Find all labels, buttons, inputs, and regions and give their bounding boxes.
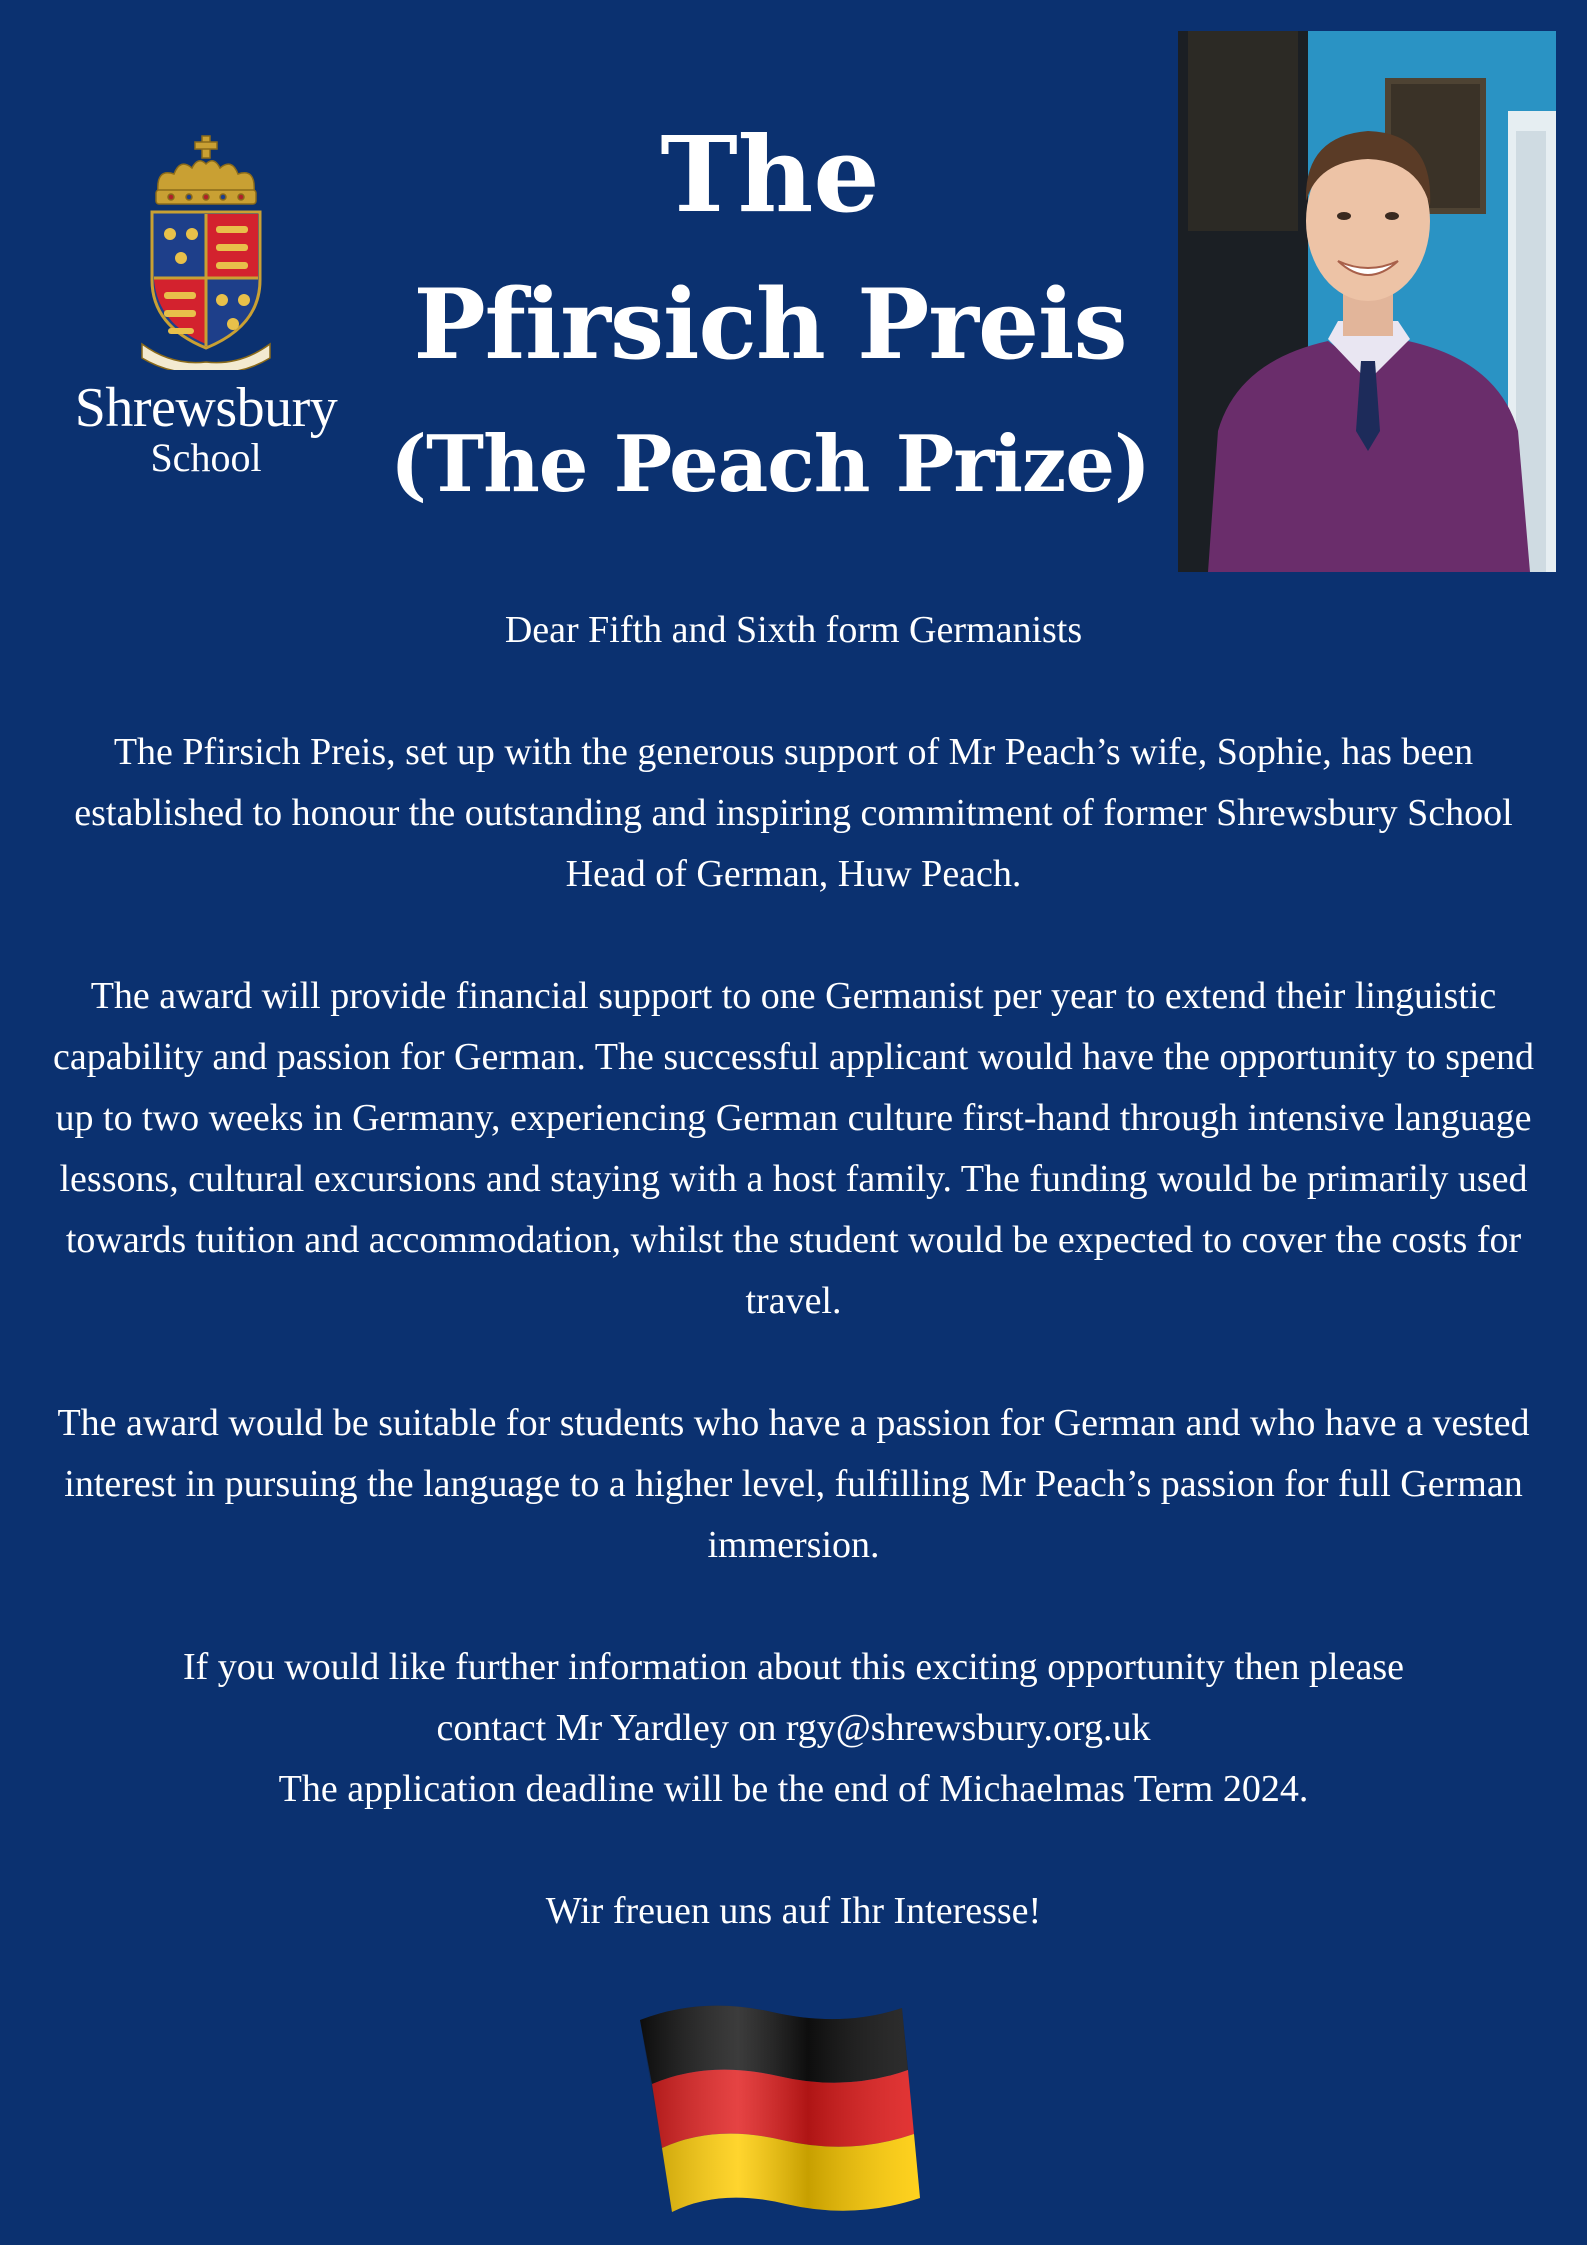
school-logo [60,130,352,478]
german-flag-icon [632,2000,928,2220]
paragraph-suitability: The award would be suitable for students who have a passion for German and who have a vested interest in pursuing the language to a higher level, fulfilling Mr Peach’s passion for full German immersion. [57,1402,1530,1566]
deadline-text: The application deadline will be the end of Michaelmas Term 2024. [278,1768,1309,1810]
title-line-3: (The Peach Prize) [390,419,1150,510]
school-name: Shrewsbury [74,377,338,439]
letter-body [50,600,1537,1942]
contact-line-1: If you would like further information about this exciting opportunity then please [182,1646,1404,1688]
portrait-photo [1178,31,1556,572]
paragraph-award: The award will provide financial support to one Germanist per year to extend their linguistic capability and passion for German. The successful applicant would have the opportunity to spend up to two weeks in Germany, experiencing German culture first-hand through intensive language lessons, cultural excursions and staying with a host family. The funding would be primarily used towards tuition and accommodation, whilst the student would be expected to cover the costs for travel. [53,975,1534,1322]
title-line-1: The [660,113,880,236]
greeting: Dear Fifth and Sixth form Germanists [504,609,1083,651]
contact-line-2: contact Mr Yardley on rgy@shrewsbury.org.uk [436,1707,1151,1749]
paragraph-intro: The Pfirsich Preis, set up with the generous support of Mr Peach’s wife, Sophie, has been established to honour the outstanding and inspiring commitment of former Shrewsbury School Head of German, Huw Peach. [74,731,1513,895]
title-line-2: Pfirsich Preis [413,268,1127,381]
closing-text: Wir freuen uns auf Ihr Interesse! [545,1890,1042,1932]
shrewsbury-crest-icon [136,130,276,370]
page-title [360,100,1180,530]
school-subname: School [150,435,262,480]
